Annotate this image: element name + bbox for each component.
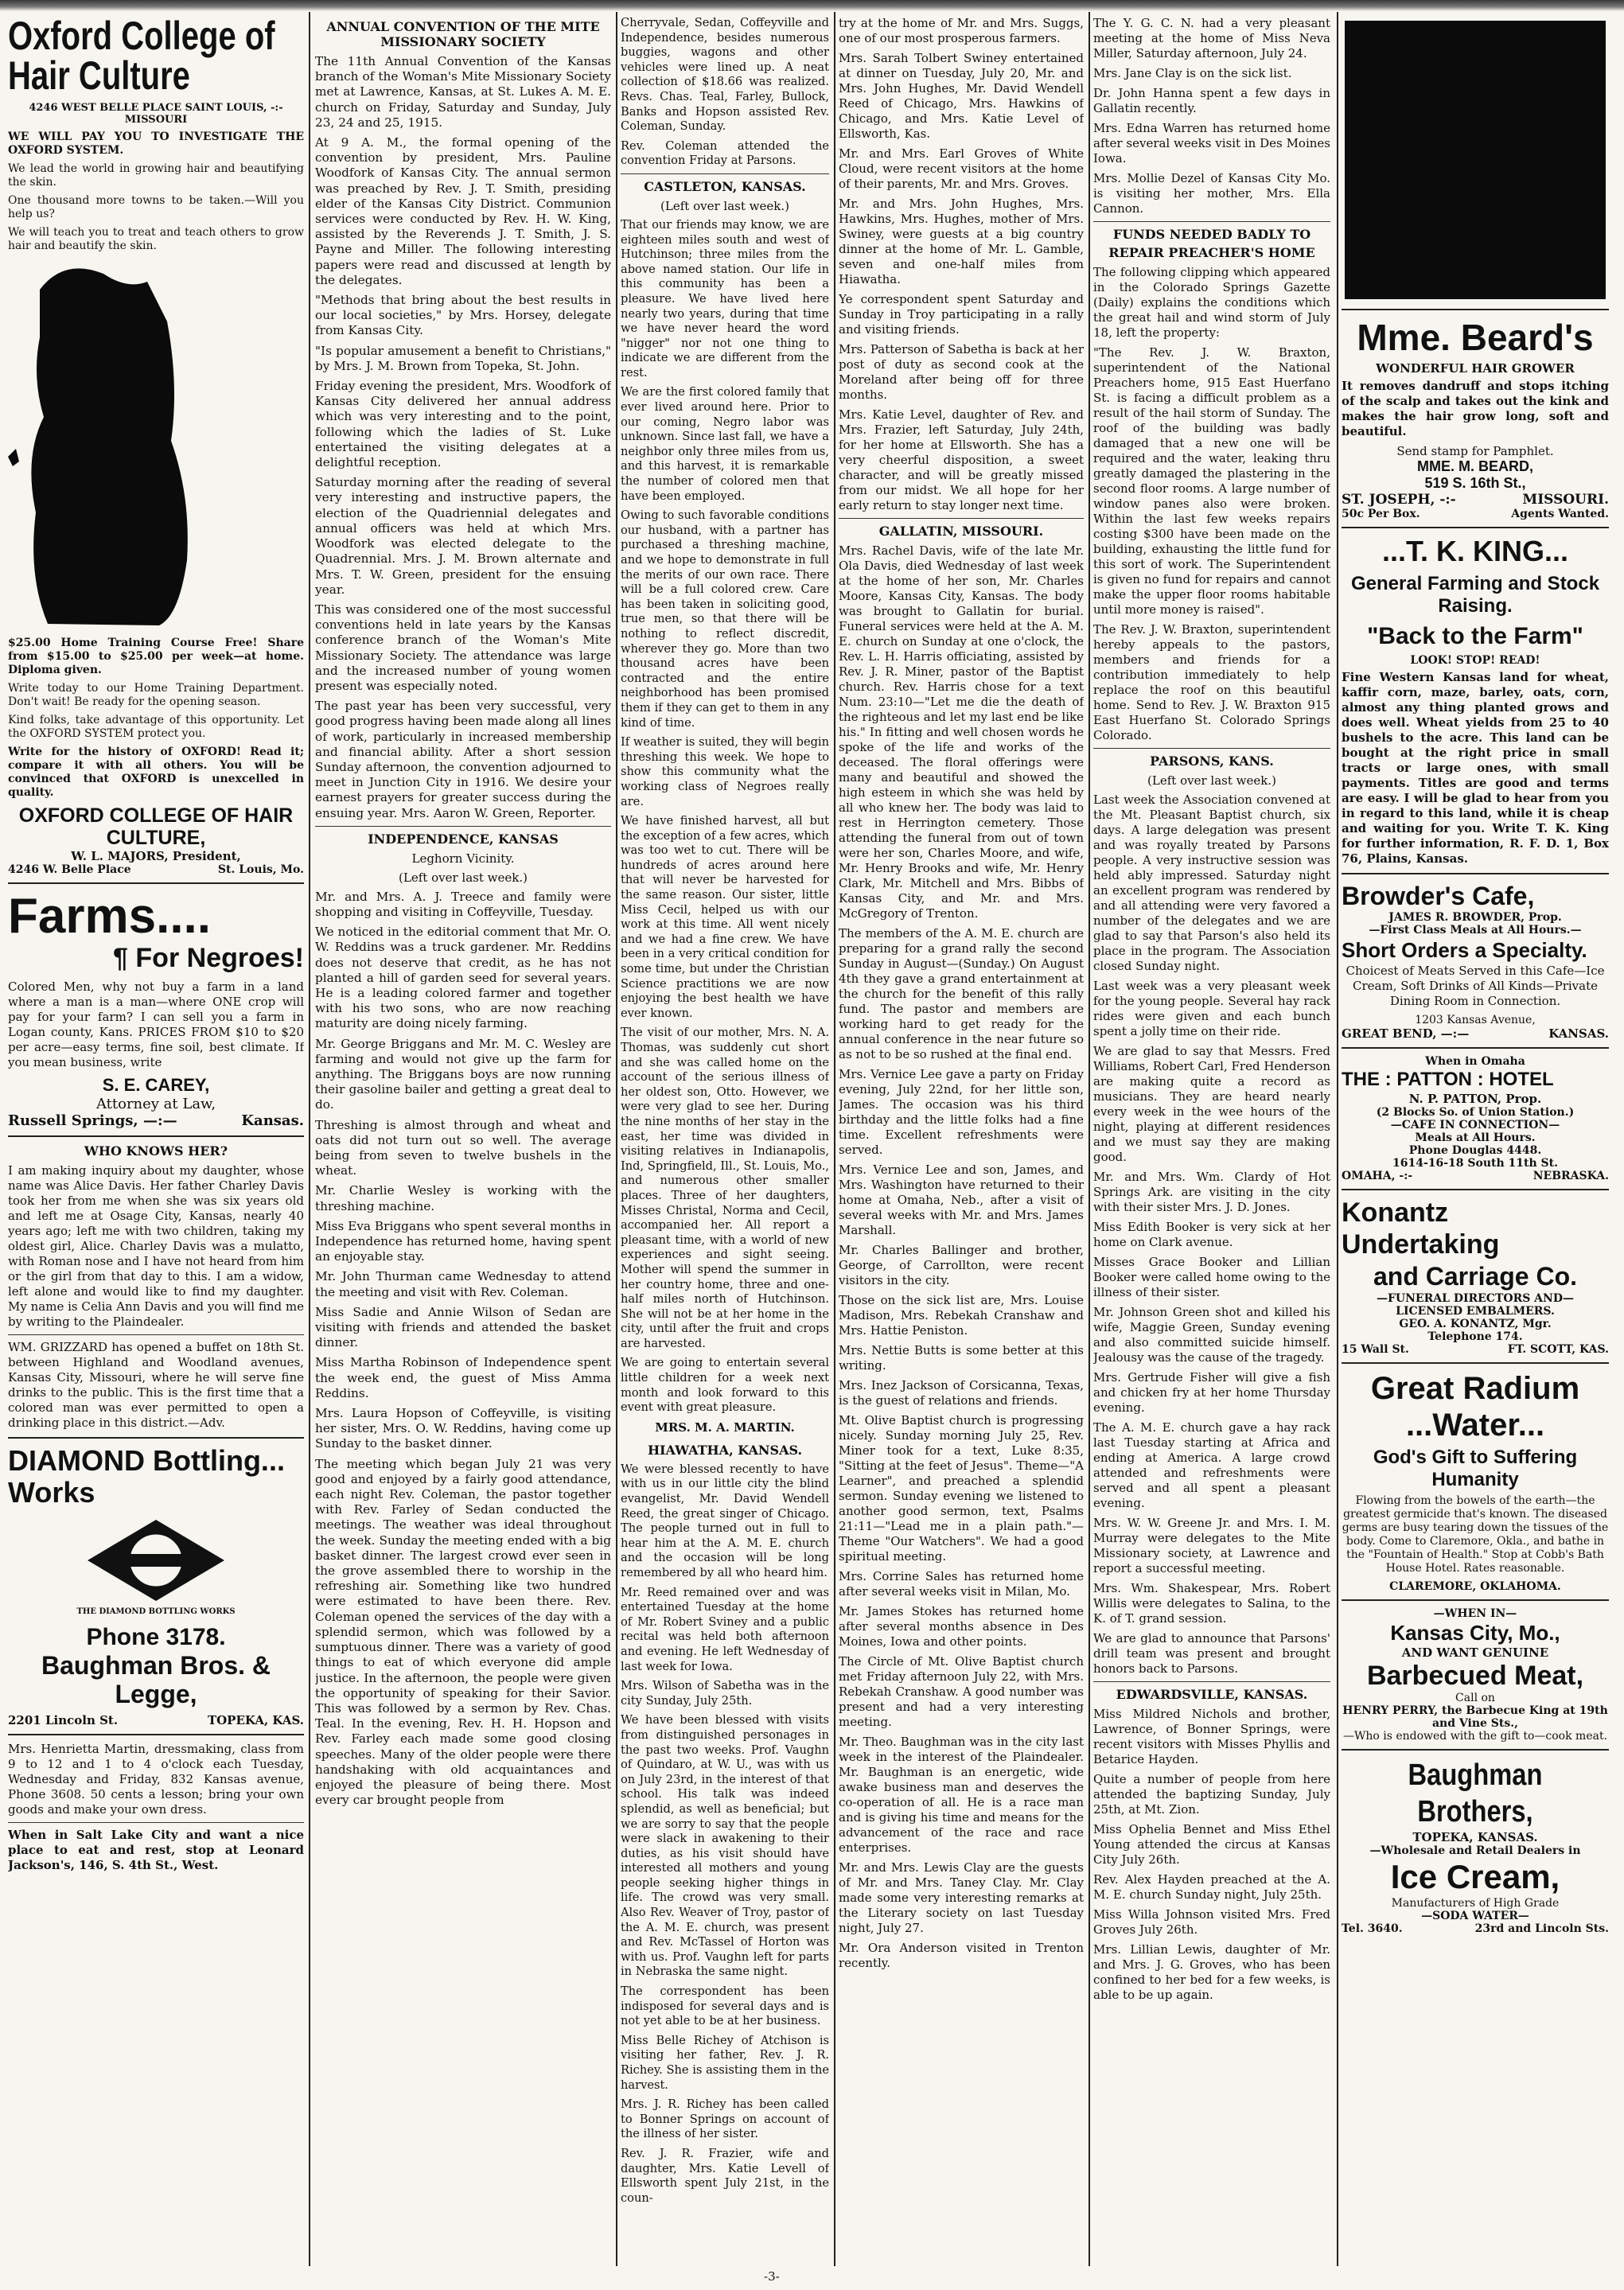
paragraph: This was considered one of the most successful conventions held in late years by the Kansas conference branch of the Woman's Mite Missionary Society. The attendance was large and the increased number of young women present was especially noted. (315, 602, 611, 693)
parsons-heading: PARSONS, KANS. (1150, 754, 1274, 769)
beard-price-right: Agents Wanted. (1511, 508, 1609, 520)
divider (839, 518, 1084, 519)
column-2 (315, 16, 611, 2266)
paragraph: Mr. Charles Ballinger and brother, George, of Carrollton, were recent visitors in the city. (839, 1243, 1084, 1287)
patton-cafe: —CAFE IN CONNECTION— (1390, 1119, 1560, 1131)
paragraph: Mrs. Mollie Dezel of Kansas City Mo. is visiting her mother, Mrs. Ella Cannon. (1093, 171, 1330, 216)
divider (1342, 873, 1609, 874)
beard-price-left: 50c Per Box. (1342, 508, 1420, 520)
column-rule (309, 12, 310, 2266)
castleton-body (621, 218, 829, 1416)
paragraph: Mr. and Mrs. Earl Groves of White Cloud, were recent visitors at the home of their parents, Mr. and Mrs. Groves. (839, 146, 1084, 191)
paragraph: Saturday morning after the reading of several very interesting and instructive papers, the election of the Quadriennial delegates and annual officers was held at which Mrs. Woodfork was elected delegate to the Quadrennial. Mrs. J. M. Brown alternate and Mrs. T. W. Green, president for the ensuing year. (315, 475, 611, 597)
funds-heading: REPAIR PREACHER'S HOME (1108, 245, 1315, 260)
oxford-text: We will teach you to treat and teach others to grow hair and beautify the skin. (8, 226, 304, 252)
konantz-mgr: GEO. A. KONANTZ, Mgr. (1399, 1318, 1552, 1330)
oxford-addr-left: 4246 W. Belle Place (8, 863, 131, 876)
beard-city-left: ST. JOSEPH, -:- (1342, 492, 1456, 508)
castleton-heading: CASTLETON, KANSAS. (644, 178, 806, 194)
paragraph: Mr. and Mrs. John Hughes, Mrs. Hawkins, Mrs. Hughes, mother of Mrs. Swiney, were guests at a big country dinner at the home of Mr. L. Gamble, seven and one-half miles from Hiawatha. (839, 197, 1084, 286)
paragraph: Mrs. Inez Jackson of Corsicanna, Texas, is the guest of relations and friends. (839, 1378, 1084, 1408)
patton-title: THE : PATTON : HOTEL (1342, 1069, 1554, 1090)
oxford-name: OXFORD COLLEGE OF HAIR CULTURE, (18, 804, 294, 849)
divider (8, 1437, 304, 1439)
patton-prop: N. P. PATTON, Prop. (1408, 1092, 1542, 1106)
paragraph: We noticed in the editorial comment that Mr. O. W. Reddins was a truck gardener. Mr. Reddins does not deserve that credit, as he has not planted a hill of garden seed for several years. He is a leading colored farmer and together with his two sons, who are now reaching maturity are doing nicely farming. (315, 925, 611, 1031)
paragraph: The Rev. J. W. Braxton, superintendent hereby appeals to the pastors, members and friends for a contribution immediately to help replace the roof on this beautiful home. Send to Rev. J. W. Braxton 915 East Huerfano St. Colorado Springs Colorado. (1093, 622, 1330, 742)
beard-send: Send stamp for Pamphlet. (1396, 444, 1554, 458)
radium-title: Great Radium (1370, 1371, 1580, 1406)
convention-body (315, 54, 611, 821)
paragraph: The visit of our mother, Mrs. N. A. Thomas, was suddenly cut short and she was called home on the account of the serious illness of her oldest son, Otto. However, we were very glad to see her. During the nine months of her stay in the east, her time was divided in visiting relatives in Indianapolis, Ind, Springfield, Ill., St. Louis, Mo., and numerous other smaller places. Three of her daughters, Misses Christal, Norma and Cecil, accompanied her. All report a pleasant time, with a world of new experiences and sight seeing. Mother will spend the summer in her country home, three and one-half miles north of Hutchinson. She will not be at her home in the city, until after the fruit and crops are harvested. (621, 1026, 829, 1350)
gallatin-heading: GALLATIN, MISSOURI. (878, 524, 1044, 539)
beard-name: MME. M. BEARD, (1417, 458, 1533, 474)
baughman-addr: 23rd and Lincoln Sts. (1474, 1922, 1609, 1935)
paragraph: Last week the Association convened at the Mt. Pleasant Baptist church, six days. A large delegation was present and was royally treated by Parsons people. A very instructive session was held ably impressed. Saturday night an excellent program was rendered by and all attending were very favored a number of the delegates and we are glad to say that Parson's also held its place in the program. The Association closed Sunday night. (1093, 793, 1330, 973)
konantz-ad (1342, 1197, 1609, 1356)
konantz-line: LICENSED EMBALMERS. (1396, 1305, 1555, 1318)
top-edge-scan-shadow (0, 0, 1624, 11)
paragraph: Mrs. Sarah Tolbert Swiney entertained at dinner on Tuesday, July 20, Mr. and Mrs. John Hughes, Mr. David Wendell Reed of Chicago, Mrs. Hawkins of Chicago, and Mrs. Katie Level of Ellsworth, Kas. (839, 51, 1084, 141)
paragraph: Mr. Ora Anderson visited in Trenton recently. (839, 1941, 1084, 1970)
farms-ad (8, 890, 304, 1129)
king-look: LOOK! STOP! READ! (1410, 654, 1540, 667)
king-title: ...T. K. KING... (1381, 535, 1569, 567)
oxford-headline: WE WILL PAY YOU TO INVESTIGATE THE OXFORD SYSTEM. (8, 130, 304, 157)
martin-notice: Mrs. Henrietta Martin, dressmaking, class from 9 to 12 and 1 to 4 o'clock each Tuesday, Wednesday and Friday, 832 Kansas avenue, Phone 3608. 50 cents a lesson; bring your own goods and make your own dress. (8, 1742, 304, 1817)
paragraph: Miss Mildred Nichols and brother, Lawrence, of Bonner Springs, were recent visitors with Misses Phyllis and Betarice Hayden. (1093, 1707, 1330, 1766)
divider (8, 1734, 304, 1735)
column-5 (1093, 16, 1330, 2266)
diamond-address (8, 1713, 304, 1727)
browder-city (1342, 1026, 1609, 1041)
beard-ad (1342, 317, 1609, 520)
beard-body: It removes dandruff and stops itching of the scalp and takes out the kink and makes the hair grow long, soft and beautiful. (1342, 379, 1609, 438)
konantz-address (1342, 1343, 1609, 1356)
paragraph: At 9 A. M., the formal opening of the convention by president, Mrs. Pauline Woodfork of Kansas City. The annual sermon was preached by Rev. J. T. Smith, presiding elder of the Kansas City District. Communion services were conducted by Rev. H. W. King, assisted by the Reverends J. T. Smith, J. S. Payne and Miller. The following interesting papers were read and discussed at length by the delegates. (315, 135, 611, 287)
perry-city: Kansas City, Mo., (1390, 1621, 1560, 1645)
hiawatha-body (621, 1462, 829, 2206)
browder-prop: JAMES R. BROWDER, Prop. (1388, 911, 1562, 924)
funds-heading: FUNDS NEEDED BADLY TO (1112, 227, 1311, 242)
paragraph: Misses Grace Booker and Lillian Booker were called home owing to the illness of their sister. (1093, 1255, 1330, 1299)
paragraph: Mr. Charlie Wesley is working with the threshing machine. (315, 1183, 611, 1213)
paragraph: Mr. Reed remained over and was entertained Tuesday at the home of Mr. Robert Sviney and a public recital was held both afternoon and evening. He left Wednesday of last week for Iowa. (621, 1585, 829, 1673)
divider (1342, 1362, 1609, 1364)
perry-ad (1342, 1607, 1609, 1743)
paragraph: Mrs. Gertrude Fisher will give a fish and chicken fry at her home Thursday evening. (1093, 1370, 1330, 1415)
paragraph: Miss Edith Booker is very sick at her home on Clark avenue. (1093, 1220, 1330, 1249)
divider (1342, 309, 1609, 310)
edwardsville-body (1093, 1707, 1330, 2003)
column-6 (1342, 16, 1609, 2266)
farms-body: Colored Men, why not buy a farm in a land where a man is a man—where ONE crop will pay for your farm? I can sell you a farm in Logan county, Kans. PRICES FROM $10 to $20 per acre—easy terms, fine soil, best climate. If you mean business, write (8, 979, 304, 1069)
konantz-title: Konantz Undertaking (1342, 1198, 1500, 1260)
paragraph: Mrs. Katie Level, daughter of Rev. and Mrs. Frazier, left Saturday, July 24th, for her home at Ellsworth. She has a very cheerful disposition, a sweet character, and will be greatly missed from our midst. We all hope for her early return to stay longer next time. (839, 407, 1084, 512)
paragraph: Mr. and Mrs. Wm. Clardy of Hot Springs Ark. are visiting in the city with their sister Mrs. J. D. Jones. (1093, 1170, 1330, 1214)
baughman-footer (1342, 1922, 1609, 1935)
baughman-city: TOPEKA, KANSAS. (1412, 1830, 1538, 1844)
baughman-ad (1342, 1757, 1609, 1935)
parsons-body (1093, 793, 1330, 1677)
divider (1342, 1749, 1609, 1751)
paragraph: Mr. and Mrs. Lewis Clay are the guests of Mr. and Mrs. Taney Clay. Mr. Clay made some very interesting remarks at the Literary society on last Tuesday night, July 27. (839, 1860, 1084, 1935)
independence-continued: Rev. Coleman attended the convention Friday at Parsons. (621, 138, 829, 168)
oxford-text: Write for the history of OXFORD! Read it; compare it with all others. You will be convinced that OXFORD is unexcelled in quality. (8, 746, 304, 799)
konantz-addr-left: 15 Wall St. (1342, 1343, 1409, 1356)
column-3 (621, 16, 829, 2266)
farms-name: S. E. CAREY, (102, 1075, 210, 1095)
oxford-text: We lead the world in growing hair and beautifying the skin. (8, 162, 304, 189)
paragraph: Miss Ophelia Bennet and Miss Ethel Young attended the circus at Kansas City July 26th. (1093, 1822, 1330, 1867)
paragraph: Mrs. Lillian Lewis, daughter of Mr. and Mrs. J. G. Groves, who has been confined to her bed for a few weeks, is able to be up again. (1093, 1942, 1330, 2002)
paragraph: Mr. John Thurman came Wednesday to attend the meeting and visit with Rev. Coleman. (315, 1269, 611, 1299)
browder-meals: —First Class Meals at All Hours.— (1369, 924, 1582, 937)
farms-place (8, 1112, 304, 1129)
page-footer-mark: -3- (764, 2269, 780, 2284)
column-rule (834, 12, 835, 2266)
salt-lake-notice: When in Salt Lake City and want a nice place to eat and rest, stop at Leonard Jackson's, 146, S. 4th St., West. (8, 1828, 304, 1872)
baughman-mfr: Manufacturers of High Grade (1391, 1897, 1560, 1910)
browder-city-right: KANSAS. (1548, 1026, 1609, 1041)
browder-short: Short Orders a Specialty. (1342, 938, 1587, 962)
browder-body: Choicest of Meats Served in this Cafe—Ice Cream, Soft Drinks of All Kinds—Private Dining Room in Connection. (1346, 964, 1605, 1008)
column-rule (616, 12, 617, 2266)
paragraph: Owing to such favorable conditions our husband, with a partner has purchased a threshing machine, and we hope to demonstrate in full the merits of our own race. There will be a full colored crew. Care has been taken in soliciting good, true men, so that there will be nothing to reflect discredit, wherever they go. More than two thousand acres have been contracted and the entire neighborhood has been promised them if they can get to them in any kind of time. (621, 508, 829, 730)
paragraph: Mr. Theo. Baughman was in the city last week in the interest of the Plaindealer. Mr. Baughman is an energetic, wide awake business man and deserves the co-operation of all. He is a race man and is giving his time and means for the advancement of the race and race enterprises. (839, 1735, 1084, 1855)
paragraph: Mr. James Stokes has returned home after several months absence in Des Moines, Iowa and other points. (839, 1604, 1084, 1649)
paragraph: Mrs. Wm. Shakespear, Mrs. Robert Willis were delegates to Salina, to the K. of T. grand session. (1093, 1581, 1330, 1626)
paragraph: The Y. G. C. N. had a very pleasant meeting at the home of Miss Neva Miller, Saturday afternoon, July 24. (1093, 16, 1330, 60)
independence-heading: INDEPENDENCE, KANSAS (368, 831, 559, 847)
perry-want: AND WANT GENUINE (1401, 1645, 1549, 1660)
paragraph: Mrs. Vernice Lee and son, James, and Mrs. Washington have returned to their home at Omaha, Neb., after a visit of several weeks with Mr. and Mrs. James Marshall. (839, 1163, 1084, 1237)
patton-city-right: NEBRASKA. (1532, 1170, 1609, 1182)
paragraph: Threshing is almost through and wheat and oats did not turn out so well. The average being from seven to twelve bushels in the wheat. (315, 1117, 611, 1178)
paragraph: If weather is suited, they will begin threshing this week. We hope to show this community what the working class of Negroes really are. (621, 735, 829, 808)
baughman-title: Baughman Brothers, (1408, 1758, 1543, 1828)
beard-addr: 519 S. 16th St., (1424, 475, 1526, 491)
photo-blot (1345, 21, 1606, 299)
perry-name: HENRY PERRY, the Barbecue King at 19th and Vine Sts., (1342, 1704, 1608, 1730)
perry-pre: —WHEN IN— (1433, 1607, 1517, 1620)
divider (1342, 527, 1609, 528)
paragraph: Miss Belle Richey of Atchison is visiting her father, Rev. J. R. Richey. She is assisting them in the harvest. (621, 2033, 829, 2092)
paragraph: Miss Sadie and Annie Wilson of Sedan are visiting with friends and attended the basket dinner. (315, 1304, 611, 1350)
farms-role: Attorney at Law, (95, 1096, 216, 1112)
oxford-text: One thousand more towns to be taken.—Will you help us? (8, 194, 304, 220)
patton-pre: When in Omaha (1425, 1055, 1525, 1068)
divider (1342, 1189, 1609, 1190)
divider (8, 882, 304, 884)
perry-title: Barbecued Meat, (1366, 1661, 1584, 1691)
paragraph: We are glad to announce that Parsons' drill team was present and brought honors back to Parsons. (1093, 1631, 1330, 1676)
farms-place-left: Russell Springs, —:— (8, 1112, 177, 1129)
divider (8, 1822, 304, 1823)
paragraph: Mt. Olive Baptist church is progressing nicely. Sunday morning July 25, Rev. Miner took for a text, Luke 8:35, "Sitting at the feet of Jesus". Theme—"A Learner", and preached a splendid sermon. Sunday evening we listened to another good sermon, text, Psalms 21:11—"Lead me in a plain path."—Theme "Our Watchers". We had a good spiritual meeting. (839, 1413, 1084, 1564)
paragraph: Rev. Alex Hayden preached at the A. M. E. church Sunday night, July 25th. (1093, 1872, 1330, 1902)
column-rule (1337, 12, 1338, 2266)
paragraph: Miss Willa Johnson visited Mrs. Fred Groves July 26th. (1093, 1907, 1330, 1937)
oxford-portrait-area (8, 258, 304, 632)
patton-meals: Meals at All Hours. (1415, 1131, 1536, 1144)
gallatin-body (839, 543, 1084, 1971)
paragraph: Mr. and Mrs. A. J. Treece and family were shopping and visiting in Coffeyville, Tuesday. (315, 889, 611, 919)
divider (621, 173, 829, 174)
oxford-footer (8, 863, 304, 876)
diamond-ad (8, 1445, 304, 1727)
oxford-president: W. L. MAJORS, President, (71, 849, 241, 863)
paragraph: Friday evening the president, Mrs. Woodfork of Kansas City delivered her annual address which was very interesting and to the point, following which the ladies of St. Luke entertained the visiting delegates at a delightful reception. (315, 379, 611, 470)
diamond-logo (8, 1517, 304, 1616)
paragraph: We have finished harvest, all but the exception of a few acres, which was too wet to cut. There will be hundreds of acres around here that will never be harvested for the same reason. Our sister, little Miss Cecil, helped us with our work at this time. All went nicely and we had a fine crew. We have been in a very critical condition for some time, but under the Christian Science practitions we are now enjoying the best health we have ever known. (621, 814, 829, 1020)
oxford-ad (8, 16, 304, 876)
browder-title: Browder's Cafe, (1342, 882, 1535, 910)
paragraph: Mrs. Nettie Butts is some better at this writing. (839, 1343, 1084, 1373)
gallatin-continued (1093, 16, 1330, 216)
paragraph: Mrs. Vernice Lee gave a party on Friday evening, July 22nd, for her little son, James. The occasion was his third birthday and the little folks had a fine time. Excellent refreshments were served. (839, 1067, 1084, 1157)
convention-heading: ANNUAL CONVENTION OF THE MITE MISSIONARY SOCIETY (326, 19, 600, 49)
konantz-line: —FUNERAL DIRECTORS AND— (1376, 1292, 1574, 1305)
column-rule (1089, 12, 1090, 2266)
oxford-text: Write today to our Home Training Department. Don't wait! Be ready for the opening season. (8, 682, 304, 708)
paragraph: Mrs. J. R. Richey has been called to Bonner Springs on account of the illness of her sister. (621, 2097, 829, 2141)
beard-price (1342, 508, 1609, 520)
paragraph: The past year has been very successful, very good progress having been made along all lines of work, particularly in increased membership and financial ability. After a short session Sunday afternoon, the convention adjourned to meet in Junction City in 1916. We desire your earnest prayers for greater success during the ensuing year. Mrs. Aaron W. Green, Reporter. (315, 699, 611, 820)
funds-body (1093, 265, 1330, 743)
baughman-product: Ice Cream, (1390, 1858, 1560, 1895)
beard-city-right: MISSOURI. (1522, 492, 1609, 508)
patton-blocks: (2 Blocks So. of Union Station.) (1376, 1106, 1575, 1119)
beard-city (1342, 492, 1609, 508)
oxford-text: Kind folks, take advantage of this opportunity. Let the OXFORD SYSTEM protect you. (8, 714, 304, 740)
paragraph: Mr. Johnson Green shot and killed his wife, Maggie Green, Sunday evening and also committed suicide himself. Jealousy was the cause of the tragedy. (1093, 1305, 1330, 1365)
king-ad (1342, 535, 1609, 867)
paragraph: "Is popular amusement a benefit to Christians," by Mrs. J. M. Brown from Topeka, St. John. (315, 343, 611, 373)
oxford-text: $25.00 Home Training Course Free! Share from $15.00 to $25.00 per week—at home. Diploma given. (8, 637, 304, 676)
castleton-signature: MRS. M. A. MARTIN. (655, 1420, 795, 1435)
paragraph: "The Rev. J. W. Braxton, superintendent of the National Preachers home, 915 East Huerfano St. is facing a difficult problem as a result of the hail storm of Sunday. The roof of the building was badly damaged that a new one will be required and the water, leaking thru greatly damaged the plastering in the second floor rooms. A large number of window panes also were broken. Within the last few weeks repairs costing $300 have been made on the building, exhausting the little fund for this sort of work. The Superintendent is given no fund for repairs and cannot make the upper floor rooms habitable until more money is raised". (1093, 345, 1330, 617)
grizzard-notice: WM. GRIZZARD has opened a buffet on 18th St. between Highland and Woodland avenues, Kansas City, Missouri, where he will serve fine drinks to the public. This is the first time that a colored man was ever permitted to open a drinking place in this district.—Adv. (8, 1340, 304, 1430)
independence-body (315, 890, 611, 1809)
king-tag: General Farming and Stock Raising. (1350, 573, 1600, 617)
konantz-tel: Telephone 174. (1427, 1330, 1523, 1343)
paragraph: The correspondent has been indisposed for several days and is not yet able to be at her business. (621, 1984, 829, 2028)
browder-city-left: GREAT BEND, —:— (1342, 1026, 1470, 1041)
diamond-addr-right: TOPEKA, KAS. (207, 1713, 304, 1727)
paragraph: Those on the sick list are, Mrs. Louise Madison, Mrs. Rebekah Cranshaw and Mrs. Hattie Peniston. (839, 1293, 1084, 1338)
patton-city (1342, 1170, 1609, 1182)
browder-ad (1342, 881, 1609, 1041)
castleton-sub: (Left over last week.) (660, 198, 789, 213)
patton-addr: 1614-16-18 South 11th St. (1392, 1157, 1559, 1170)
oxford-title: Oxford College of Hair Culture (8, 16, 275, 98)
paragraph: Mrs. Edna Warren has returned home after several weeks visit in Des Moines Iowa. (1093, 121, 1330, 166)
patton-ad (1342, 1055, 1609, 1182)
hiawatha-heading: HIAWATHA, KANSAS. (647, 1442, 803, 1458)
hiawatha-continued (839, 16, 1084, 513)
diamond-phone: Phone 3178. (86, 1624, 226, 1650)
paragraph: Mrs. Laura Hopson of Coffeyville, is visiting her sister, Mrs. O. W. Reddins, having come up Sunday to the basket dinner. (315, 1406, 611, 1451)
paragraph: Rev. J. R. Frazier, wife and daughter, Mrs. Katie Levell of Ellsworth spent July 21st, in the coun- (621, 2146, 829, 2205)
paragraph: Mrs. W. W. Greene Jr. and Mrs. I. M. Murray were delegates to the Mite Missionary society, at Lawrence and report a successful meeting. (1093, 1516, 1330, 1575)
independence-sub: Leghorn Vicinity. (411, 851, 515, 866)
baughman-tel: Tel. 3640. (1342, 1922, 1403, 1935)
divider (1342, 1047, 1609, 1049)
king-slogan: "Back to the Farm" (1367, 623, 1583, 649)
paragraph: The members of the A. M. E. church are preparing for a grand rally the second Sunday in August—(Sunday.) On August 4th they gave a grand entertainment at the church for the benefit of this rally fund. The pastor and members are working hard to get ready for the annual conference in the near future so as not to be so rushed at the final end. (839, 926, 1084, 1061)
paragraph: "Methods that bring about the best results in our local societies," by Mrs. Horsey, delegate from Kansas City. (315, 293, 611, 338)
radium-ad (1342, 1370, 1609, 1593)
patton-phone: Phone Douglas 4448. (1408, 1144, 1542, 1157)
perry-call: Call on (1455, 1692, 1495, 1704)
divider (1093, 1681, 1330, 1682)
divider (8, 1334, 304, 1335)
paragraph: Mrs. Corrine Sales has returned home after several weeks visit in Milan, Mo. (839, 1569, 1084, 1599)
radium-tag: God's Gift to Suffering Humanity (1373, 1447, 1578, 1490)
column-4 (839, 16, 1084, 2266)
perry-tag: —Who is endowed with the gift to—cook meat. (1342, 1730, 1608, 1743)
farms-title: Farms.... (8, 889, 211, 944)
diamond-title: DIAMOND Bottling... Works (8, 1444, 285, 1509)
paragraph: The following clipping which appeared in the Colorado Springs Gazette (Daily) explains the conditions which the great hail and wind storm of July 18, left the property: (1093, 265, 1330, 340)
radium-city: CLAREMORE, OKLAHOMA. (1389, 1580, 1561, 1593)
paragraph: Mr. George Briggans and Mr. M. C. Wesley are farming and would not give up the farm for anything. The Briggans boys are now running their gasoline bailer and getting a great deal to do. (315, 1036, 611, 1112)
edwardsville-heading: EDWARDSVILLE, KANSAS. (1116, 1687, 1308, 1702)
paragraph: The A. M. E. church gave a hay rack last Tuesday starting at Africa and ending at America. A large crowd attended and refreshments were served and all spent a pleasant evening. (1093, 1420, 1330, 1510)
divider (1093, 748, 1330, 749)
paragraph: try at the home of Mr. and Mrs. Suggs, one of our most prosperous farmers. (839, 16, 1084, 45)
patton-city-left: OMAHA, -:- (1342, 1170, 1413, 1182)
baughman-line: —Wholesale and Retail Dealers in (1369, 1844, 1581, 1857)
divider (1342, 1599, 1609, 1601)
paragraph: Dr. John Hanna spent a few days in Gallatin recently. (1093, 86, 1330, 115)
oxford-addr-right: St. Louis, Mo. (217, 863, 304, 876)
diamond-addr-left: 2201 Lincoln St. (8, 1713, 119, 1727)
parsons-sub: (Left over last week.) (1147, 773, 1276, 788)
diamond-logo-icon (84, 1517, 228, 1604)
paragraph: Ye correspondent spent Saturday and Sunday in Troy participating in a rally and visiting friends. (839, 292, 1084, 337)
who-knows-heading: WHO KNOWS HER? (84, 1143, 228, 1159)
radium-title: ...Water... (1405, 1408, 1545, 1443)
divider (1093, 221, 1330, 222)
konantz-title: and Carriage Co. (1373, 1262, 1578, 1291)
who-knows-body: I am making inquiry about my daughter, whose name was Alice Davis. Her father Charley Davis took her from me when she was six years old and left me at Osage City, Kansas, nearly 40 years ago; left me with two children, taking my oldest girl, Alice. Charley Davis was a mulatto, with Roman nose and I have not heard from him or the girl from that day to this. I am a widow, left alone and would like to find my daughter. My name is Celia Ann Davis and you will find me by writing to the Plaindealer. (8, 1163, 304, 1329)
paragraph: Miss Eva Briggans who spent several months in Independence has returned home, having spent an enjoyable stay. (315, 1218, 611, 1264)
paragraph: Last week was a very pleasant week for the young people. Several hay rack rides were given and each bunch spent a jolly time on their ride. (1093, 979, 1330, 1038)
paragraph: Mrs. Patterson of Sabetha is back at her post of duty as second cook at the Moreland after being off for three months. (839, 342, 1084, 402)
independence-continued: Cherryvale, Sedan, Coffeyville and Independence, besides numerous buggies, wagons and other vehicles were lined up. A neat collection of $18.66 was realized. Revs. Chas. Teal, Farley, Bullock, Banks and Hopson assisted Rev. Coleman, Sunday. (621, 16, 829, 134)
diamond-logo-text: THE DIAMOND BOTTLING WORKS (76, 1607, 236, 1616)
paragraph: We were blessed recently to have with us in our little city the blind evangelist, Mr. David Wendell Reed, the great singer of Chicago. The people turned out in full to hear him at the A. M. E. church and the occasion will be long remembered by all who heard him. (621, 1462, 829, 1579)
column-1 (8, 16, 304, 2266)
paragraph: The Circle of Mt. Olive Baptist church met Friday afternoon July 22, with Mrs. Rebekah Cranshaw. A good number was present and had a very interesting meeting. (839, 1654, 1084, 1729)
king-body: Fine Western Kansas land for wheat, kaffir corn, maze, barley, oats, corn, almost any thing planted grows and does well. Wheat yields from 25 to 40 bushels to the acre. This land can be bought at the right price in small tracts or large ones, with small payments. Titles are good and terms are easy. I will be glad to hear from you in regard to this land, while it is cheap and waiting for you. Write T. K. King for further information, R. F. D. 1, Box 76, Plains, Kansas. (1342, 670, 1609, 866)
paragraph: We are going to entertain several little children for a week next month and look forward to this event with great pleasure. (621, 1356, 829, 1415)
konantz-addr-right: FT. SCOTT, KAS. (1507, 1343, 1609, 1356)
paragraph: Miss Martha Robinson of Independence spent the week end, the guest of Miss Amma Reddins. (315, 1355, 611, 1400)
beard-tag: WONDERFUL HAIR GROWER (1376, 361, 1575, 376)
oxford-portrait-blot (8, 258, 304, 632)
paragraph: The 11th Annual Convention of the Kansas branch of the Woman's Mite Missionary Society met at Lawrence, Kansas, at St. Lukes A. M. E. church on Friday, Saturday and Sunday, July 23, 24 and 25, 1915. (315, 54, 611, 130)
radium-body: Flowing from the bowels of the earth—the greatest germicide that's known. The diseased germs are busy tearing down the tissues of the body. Come to Claremore, Okla., and bathe in the "Fountain of Health." Stop at Cobb's Bath House Hotel. Rates reasonable. (1342, 1494, 1609, 1575)
diamond-owners: Baughman Bros. & Legge, (41, 1651, 271, 1708)
beard-title: Mme. Beard's (1357, 317, 1594, 358)
paragraph: We are the first colored family that ever lived around here. Prior to our coming, Negro labor was unknown. Since last fall, we have a neighbor only three miles from us, and this harvest, it is remarkable the number of colored men that have been employed. (621, 385, 829, 503)
baughman-soda: —SODA WATER— (1421, 1910, 1529, 1922)
independence-sub: (Left over last week.) (399, 870, 528, 885)
farms-place-right: Kansas. (241, 1112, 304, 1129)
browder-addr: 1203 Kansas Avenue, (1415, 1014, 1536, 1026)
paragraph: That our friends may know, we are eighteen miles south and west of Hutchinson; three miles from the above named station. Our life in this community has been a pleasure. We have lived here nearly two years, during that time we have never heard the word "nigger" nor not one thing to indicate we are different from the rest. (621, 217, 829, 380)
divider (8, 1135, 304, 1137)
farms-subtitle: ¶ For Negroes! (113, 943, 304, 973)
paragraph: We are glad to say that Messrs. Fred Williams, Robert Carl, Fred Henderson are making quite a record as musicians. They are heard nearly every week in the wee hours of the night, playing at different residences and we must say they are making good. (1093, 1044, 1330, 1164)
divider (315, 826, 611, 827)
oxford-address: 4246 WEST BELLE PLACE SAINT LOUIS, -:- MISSOURI (29, 102, 283, 126)
paragraph: Mrs. Wilson of Sabetha was in the city Sunday, July 25th. (621, 1679, 829, 1708)
paragraph: Mrs. Jane Clay is on the sick list. (1093, 66, 1292, 80)
paragraph: Mrs. Rachel Davis, wife of the late Mr. Ola Davis, died Wednesday of last week at the home of her son, Mr. Charles Moore, Kansas City, Kansas. The body was brought to Gallatin for burial. Funeral services were held at the A. M. E. church on Sunday at one o'clock, the Rev. L. H. Harris officiating, assisted by Rev. J. R. Miner, pastor of the Baptist church. Rev. Harris chose for a text Num. 23:10—"Let me die the death of the righteous and let my last end be like his." In fitting and well chosen words he spoke of the life and works of the deceased. The floral offerings were many and beautiful and showed the high esteem in which she was held by all who knew her. The body was laid to rest in Herrington cemetery. Those attending the funeral from out of town were her son, Charles Moore, and wife, Mr. Henry Brooks and wife, Mr. Henry Clark, Mr. Mitchell and Mrs. Bibbs of Kansas City, and Mr. and Mrs. McGregory of Trenton. (839, 543, 1084, 921)
paragraph: The meeting which began July 21 was very good and enjoyed by a fairly good attendance, each night Rev. Coleman, the pastor together with Rev. Farley of Sedan conducted the meetings. The weather was ideal throughout the week. Sunday the meeting ended with a big basket dinner. The largest crowd ever seen in the grove assembled there to worship in the refreshing air. Something like two hundred were estimated to have been there. Rev. Coleman opened the services of the day with a splendid sermon, which was followed by a sumptuous dinner. There was a variety of good things to eat of which everyone did ample justice. In the afternoon, the people were given the opportunity of speaking for their Savior. This was followed by a sermon by Rev. Chas. Teal. In the evening, Rev. H. H. Hopson and Rev. Farley each made some good closing speeches. Many of the older people were there handshaking with old acquaintances and enjoyed the pleasure of being there. Most every car brought people from (315, 1456, 611, 1808)
paragraph: We have been blessed with visits from distinguished personages in the past two weeks. Prof. Vaughn of Quindaro, at W. U., was with us on July 23rd, in the interest of that school. His talk was indeed splendid, as well as beneficial; but we are sorry to say that the people were slack in awakening to their duties, as his visit should have interested all mothers and young people seeking higher things in life. The crowd was very small. Also Rev. Weaver of Troy, pastor of the A. M. E. church, was present and Rev. McTassel of Horton was with us. Prof. Vaughn left for parts in Nebraska the same night. (621, 1713, 829, 1979)
paragraph: Quite a number of people from here attended the baptizing Sunday, July 25th, at Mt. Zion. (1093, 1772, 1330, 1817)
